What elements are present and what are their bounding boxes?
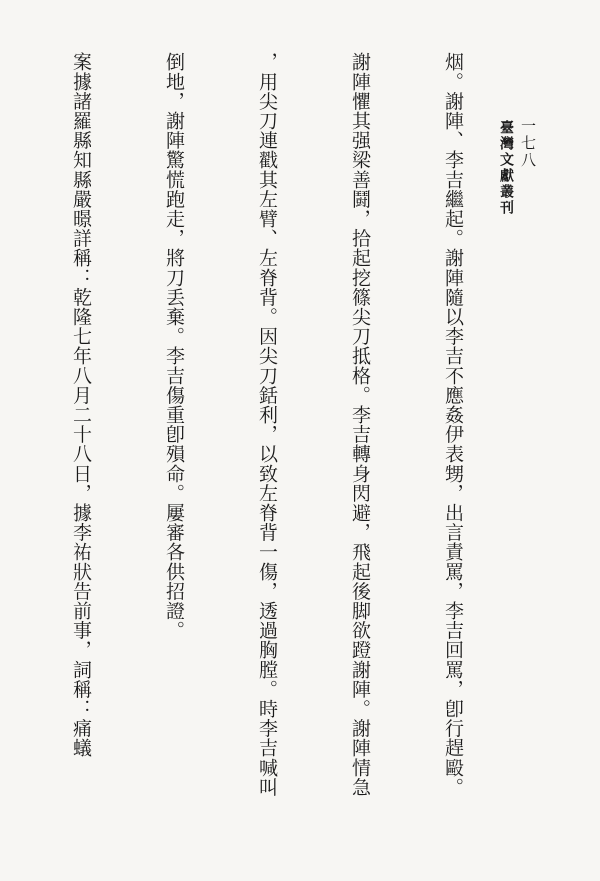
text-column: 倒地，謝陣驚慌跑走，將刀丢棄。李吉傷重卽殞命。屢審各供招證。 [163,52,185,640]
text-column: ，用尖刀連戳其左臂、左脊背。因尖刀銛利，以致左脊背一傷，透過胸膛。時李吉喊叫 [256,52,278,797]
text-column [0,52,3,832]
text-column: 烟。謝陣、李吉繼起。謝陣隨以李吉不應姦伊表甥，出言責罵，李吉回罵，卽行趕毆。 [442,52,464,797]
text-column: 案據諸羅縣知縣嚴暻詳稱：乾隆七年八月二十八日，據李祐狀告前事，詞稱：痛蟻 [70,52,92,758]
running-title: 臺灣文獻叢刊 [498,120,514,216]
page-number: 一七八 [519,118,537,169]
body-text [68,52,530,832]
text-column: 謝陣懼其强梁善鬪，拾起挖篠尖刀抵格。李吉轉身閃避，飛起後脚欲蹬謝陣。謝陣情急 [349,52,371,797]
